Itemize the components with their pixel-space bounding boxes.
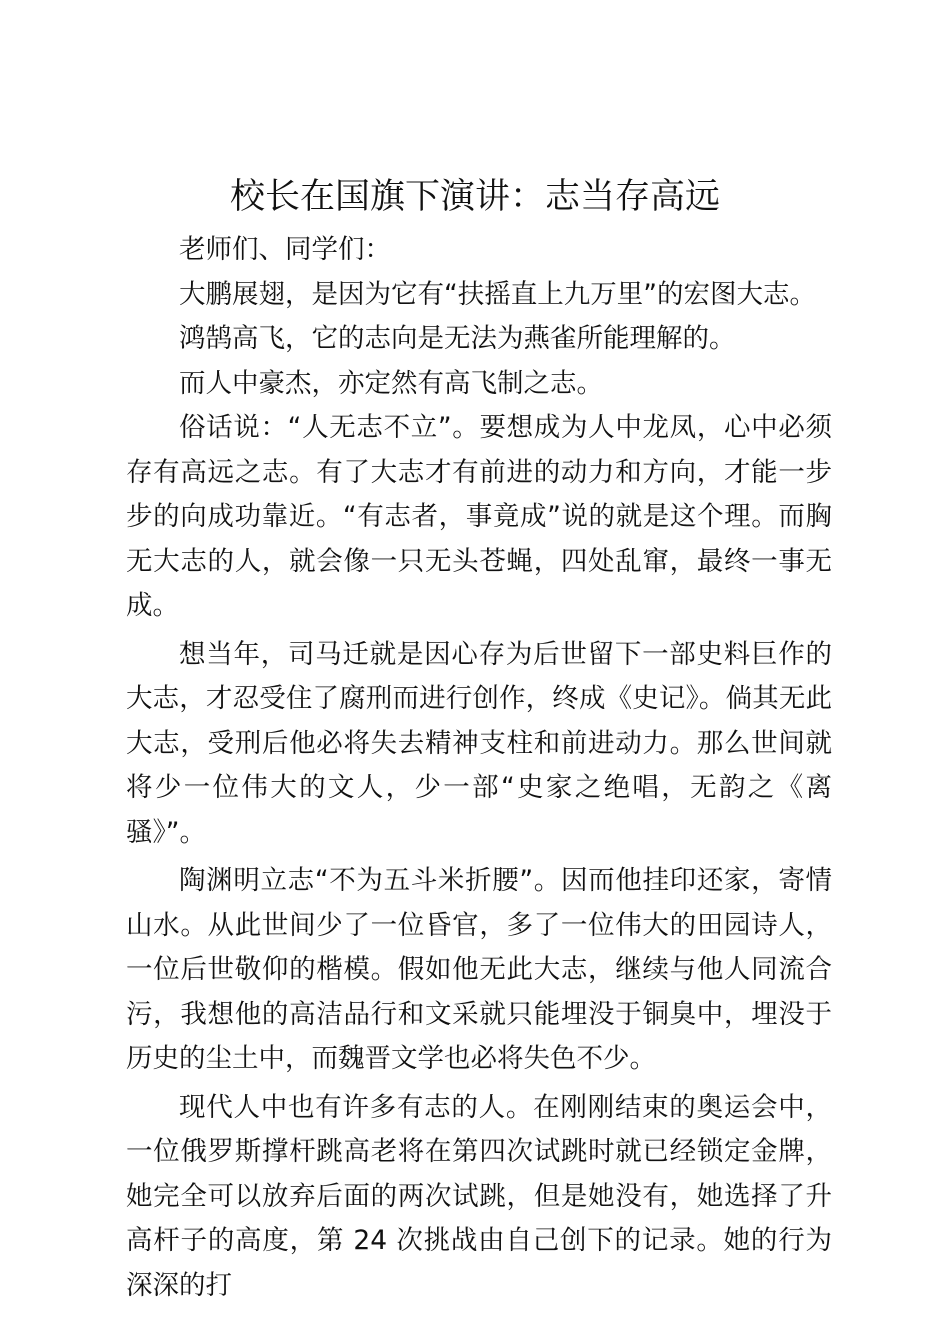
paragraph-2: 鸿鹄高飞，它的志向是无法为燕雀所能理解的。 bbox=[179, 323, 736, 354]
paragraph-5: 想当年，司马迁就是因心存为后世留下一部史料巨作的大志，才忍受住了腐刑而进行创作，终成《史记》。倘其无此大志，受刑后他必将失去精神支柱和前进动力。那么世间就将少一位伟大的文人，少一部“史家之绝唱，无韵之《离骚》”。 bbox=[126, 638, 832, 848]
paragraph-3: 而人中豪杰，亦定然有高飞制之志。 bbox=[179, 367, 603, 399]
paragraph-salutation: 老师们、同学们： bbox=[179, 234, 391, 265]
paragraph-6: 陶渊明立志“不为五斗米折腰”。因而他挂印还家，寄情山水。从此世间少了一位昏官，多了一位伟大的田园诗人，一位后世敬仰的楷模。假如他无此大志，继续与他人同流合污，我想他的高洁品行和文采就只能埋没于铜臭中，埋没于历史的尘土中，而魏晋文学也必将失色不少。 bbox=[126, 865, 832, 1074]
paragraph-4: 俗话说：“人无志不立”。要想成为人中龙凤，心中必须存有高远之志。有了大志才有前进的动力和方向，才能一步步的向成功靠近。“有志者，事竟成”说的就是这个理。而胸无大志的人，就会像一只无头苍蝇，四处乱窜，最终一事无成。 bbox=[126, 412, 832, 621]
document-title: 校长在国旗下演讲：志当存高远 bbox=[229, 177, 720, 217]
paragraph-7: 现代人中也有许多有志的人。在刚刚结束的奥运会中，一位俄罗斯撑杆跳高老将在第四次试跳时就已经锁定金牌，她完全可以放弃后面的两次试跳，但是她没有，她选择了升高杆子的高度，第 24 次挑战由自己创下的记录。她的行为深深的打 bbox=[126, 1091, 832, 1301]
paragraph-1: 大鹏展翅，是因为它有“扶摇直上九万里”的宏图大志。 bbox=[179, 278, 816, 310]
document-body bbox=[126, 228, 832, 1308]
